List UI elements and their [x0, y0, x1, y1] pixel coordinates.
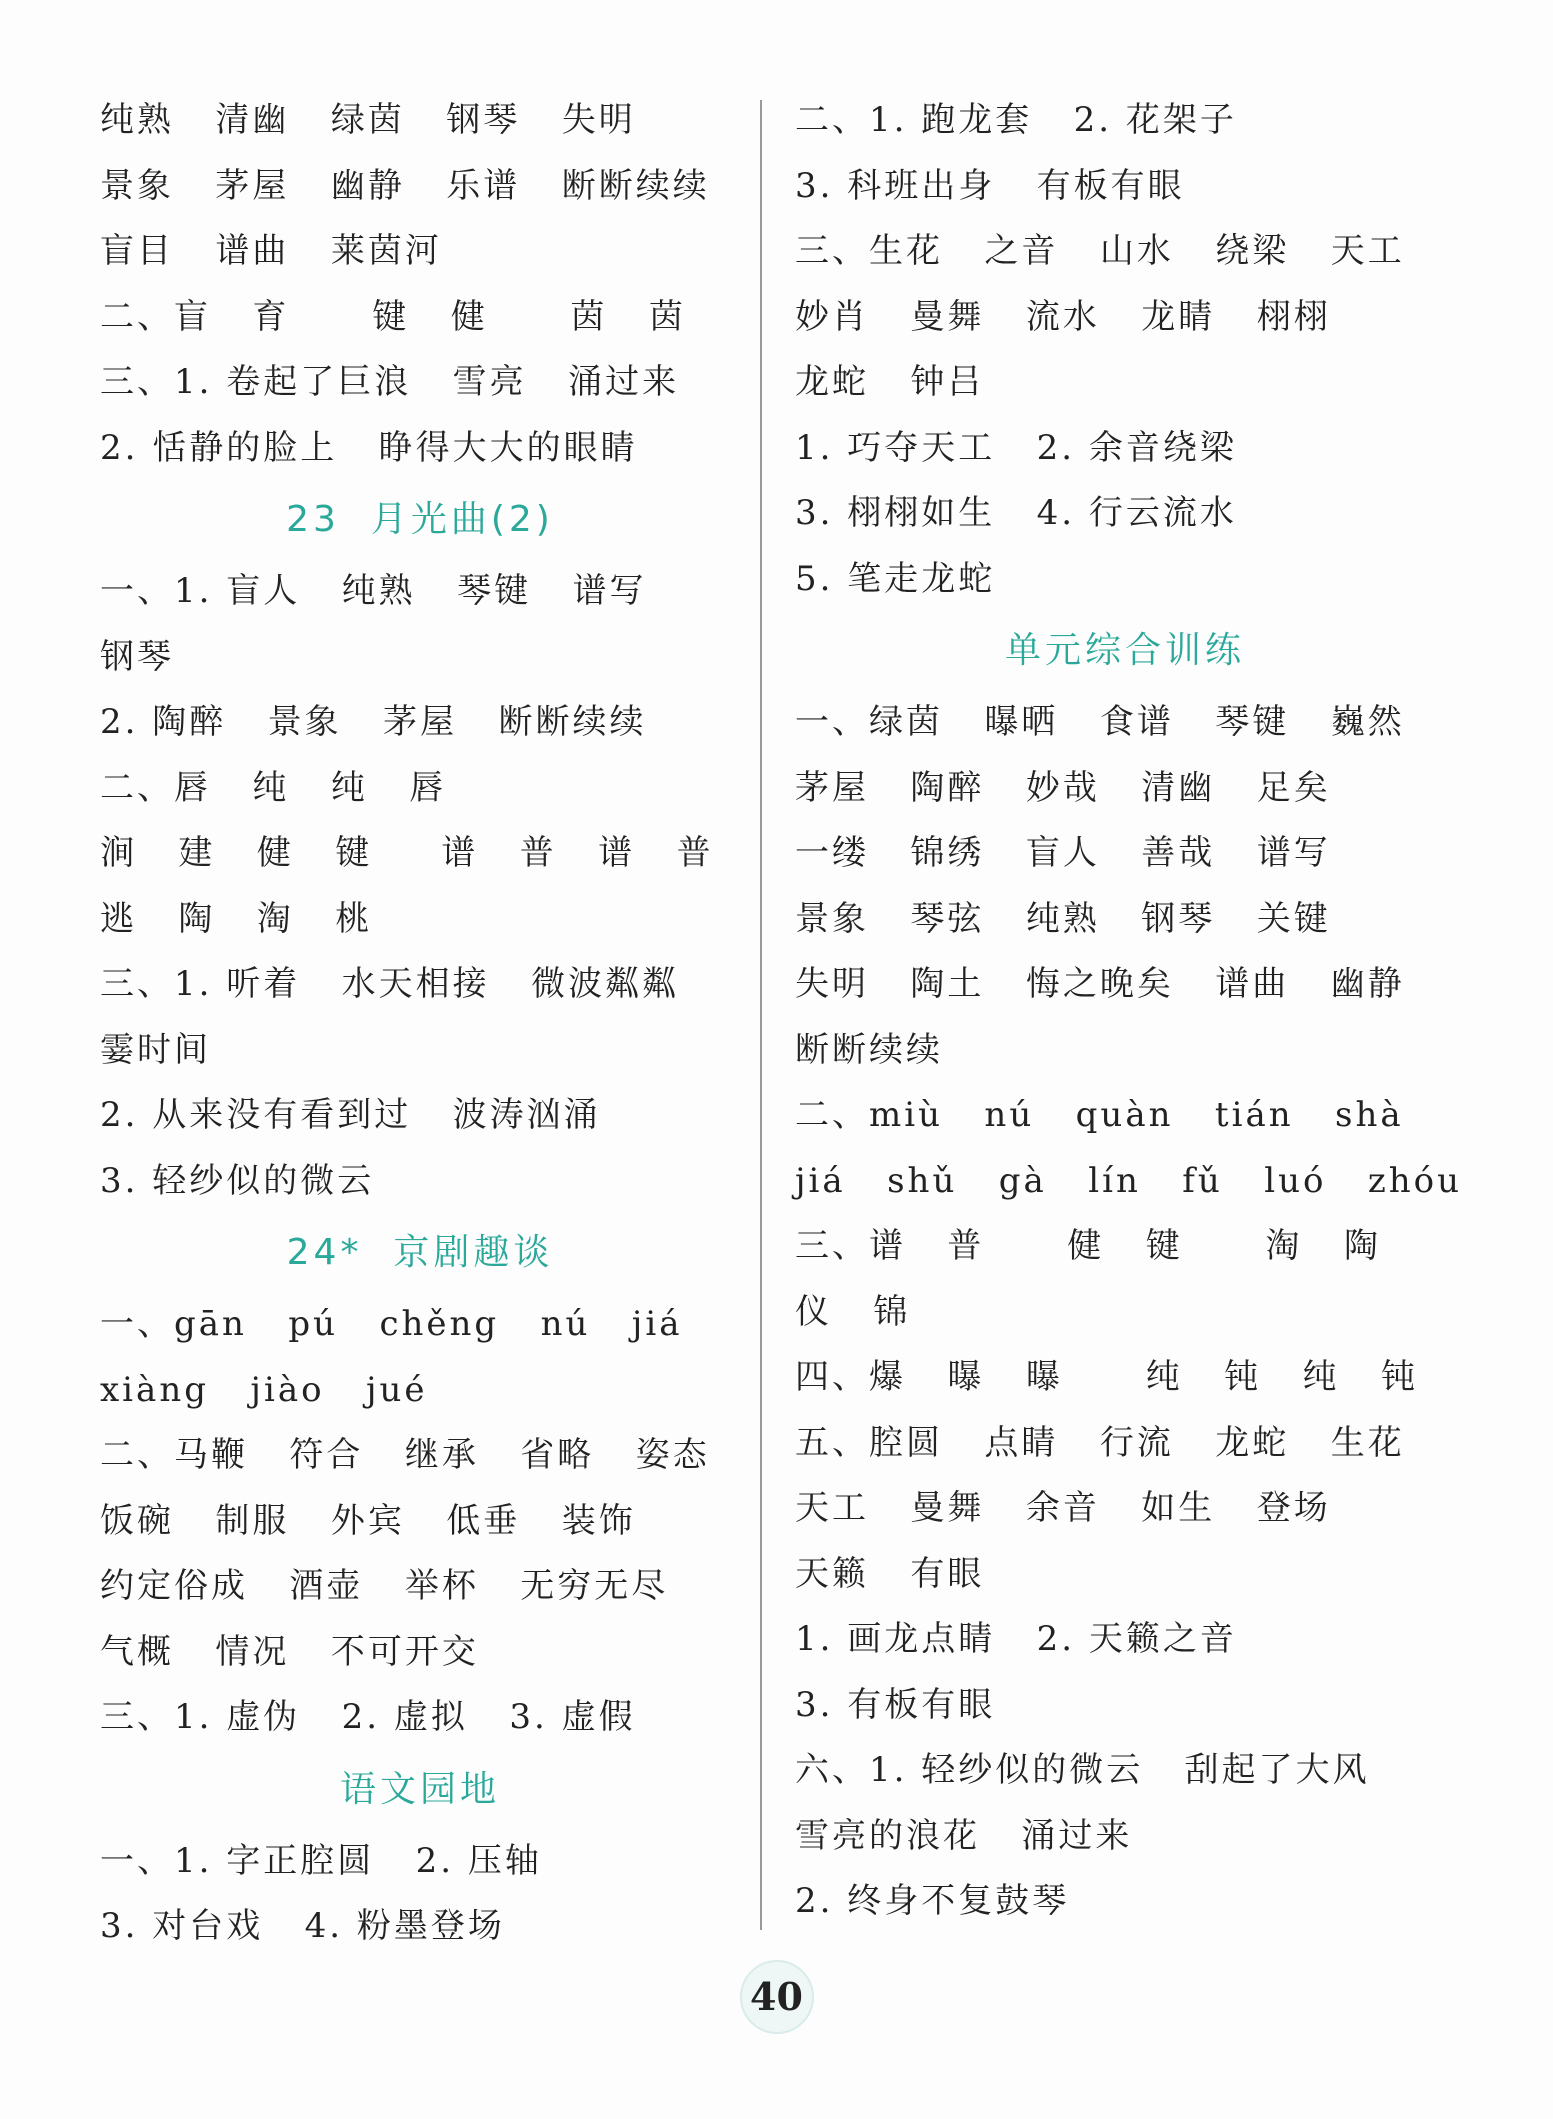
- left-column: [100, 88, 740, 1960]
- answer-line: 二、唇 纯 纯 唇: [100, 767, 447, 808]
- answer-line: 纯熟 清幽 绿茵 钢琴 失明: [100, 100, 636, 140]
- answer-line: 盲目 谱曲 莱茵河: [100, 231, 442, 271]
- answer-line: 景象 茅屋 幽静 乐谱 断断续续: [100, 165, 710, 206]
- answer-line: 一、gān pú chěng nú jiá: [100, 1304, 683, 1344]
- answer-line: 景象 琴弦 纯熟 钢琴 关键: [795, 898, 1331, 939]
- answer-line: 气概 情况 不可开交: [100, 1631, 479, 1672]
- answer-line: 龙蛇 钟吕: [795, 362, 985, 402]
- answer-line: jiá shǔ gà lín fǔ luó zhóu: [795, 1160, 1463, 1201]
- answer-line: 2. 从来没有看到过 波涛汹涌: [100, 1095, 601, 1135]
- answer-line: 天工 曼舞 余音 如生 登场: [795, 1488, 1331, 1528]
- answer-line: 1. 画龙点睛 2. 天籁之音: [795, 1619, 1237, 1659]
- answer-line: 失明 陶土 悔之晚矣 谱曲 幽静: [795, 964, 1405, 1004]
- answer-line: xiàng jiào jué: [100, 1369, 428, 1410]
- answer-line: 约定俗成 酒壶 举杯 无穷无尽: [100, 1566, 669, 1606]
- answer-line: 妙肖 曼舞 流水 龙睛 栩栩: [795, 296, 1331, 337]
- answer-line: 三、谱 普 健 键 淘 陶: [795, 1226, 1381, 1266]
- answer-line: 2. 陶醉 景象 茅屋 断断续续: [100, 702, 647, 742]
- answer-line: 2. 恬静的脸上 睁得大大的眼睛: [100, 427, 638, 468]
- answer-line: 三、1. 虚伪 2. 虚拟 3. 虚假: [100, 1697, 636, 1737]
- answer-line: 二、1. 跑龙套 2. 花架子: [795, 100, 1237, 140]
- answer-line: 雪亮的浪花 涌过来: [795, 1815, 1133, 1856]
- answer-line: 3. 轻纱似的微云: [100, 1160, 375, 1201]
- answer-line: 3. 栩栩如生 4. 行云流水: [795, 493, 1237, 533]
- answer-line: 霎时间: [100, 1029, 211, 1070]
- section-heading: 语文园地: [339, 1768, 500, 1810]
- answer-line: 1. 巧夺天工 2. 余音绕梁: [795, 427, 1237, 468]
- column-divider: [760, 100, 762, 1930]
- answer-line: 一、1. 盲人 纯熟 琴键 谱写: [100, 571, 647, 611]
- answer-line: 饭碗 制服 外宾 低垂 装饰: [100, 1500, 636, 1541]
- answer-line: 钢琴: [100, 636, 174, 677]
- answer-line: 六、1. 轻纱似的微云 刮起了大风: [795, 1750, 1370, 1790]
- answer-line: 3. 对台戏 4. 粉墨登场: [100, 1906, 505, 1946]
- right-column: [795, 88, 1463, 1935]
- answer-line: 二、盲 育 键 健 茵 茵: [100, 296, 686, 337]
- answer-line: 四、爆 曝 曝 纯 钝 纯 钝: [795, 1357, 1418, 1397]
- section-heading: 23 月光曲(2): [286, 499, 554, 540]
- answer-line: 三、生花 之音 山水 绕梁 天工: [795, 231, 1405, 271]
- answer-line: 涧 建 健 键 谱 普 谱 普: [100, 833, 714, 873]
- answer-line: 三、1. 听着 水天相接 微波粼粼: [100, 964, 680, 1004]
- answer-line: 5. 笔走龙蛇: [795, 558, 996, 599]
- answer-line: 茅屋 陶醉 妙哉 清幽 足矣: [795, 767, 1331, 808]
- answer-line: 二、miù nú quàn tián shà: [795, 1095, 1404, 1135]
- answer-line: 3. 科班出身 有板有眼: [795, 165, 1185, 206]
- answer-line: 一缕 锦绣 盲人 善哉 谱写: [795, 833, 1331, 873]
- answer-line: 一、1. 字正腔圆 2. 压轴: [100, 1840, 542, 1881]
- answer-line: 一、绿茵 曝晒 食谱 琴键 巍然: [795, 702, 1405, 742]
- answer-line: 逃 陶 淘 桃: [100, 898, 373, 939]
- answer-line: 天籁 有眼: [795, 1553, 985, 1594]
- section-heading: 单元综合训练: [1004, 630, 1245, 671]
- page-number: 40: [740, 1960, 814, 2034]
- answer-line: 2. 终身不复鼓琴: [795, 1881, 1070, 1921]
- answer-line: 二、马鞭 符合 继承 省略 姿态: [100, 1435, 710, 1475]
- answer-line: 三、1. 卷起了巨浪 雪亮 涌过来: [100, 362, 680, 402]
- answer-line: 3. 有板有眼: [795, 1684, 996, 1725]
- answer-line: 断断续续: [795, 1029, 943, 1070]
- answer-line: 五、腔圆 点睛 行流 龙蛇 生花: [795, 1422, 1405, 1463]
- answer-line: 仪 锦: [795, 1291, 911, 1332]
- section-heading: 24* 京剧趣谈: [286, 1232, 554, 1273]
